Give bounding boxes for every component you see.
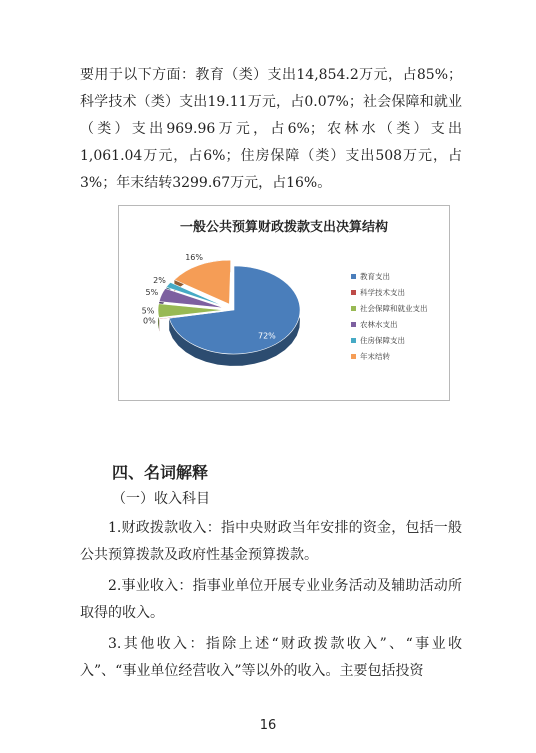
section-subheading: （一）收入科目 [112, 491, 210, 507]
legend-item-6 [351, 348, 428, 364]
legend-item-1 [351, 268, 428, 284]
chart-legend [351, 268, 428, 364]
page-number: 16 [259, 718, 277, 733]
legend-label: 住房保障支出 [360, 335, 405, 345]
definition-item-2: 2.事业收入：指事业单位开展专业业务活动及辅助活动所取得的收入。 [80, 578, 462, 621]
legend-swatch [351, 322, 356, 327]
pie-data-label-1: 72% [258, 331, 276, 341]
legend-item-4 [351, 316, 428, 332]
legend-item-3 [351, 300, 428, 316]
legend-label: 社会保障和就业支出 [360, 303, 428, 313]
legend-swatch [351, 354, 356, 359]
chart-title: 一般公共预算财政拨款支出决算结构 [179, 220, 388, 235]
legend-label: 教育支出 [360, 271, 390, 281]
legend-swatch [351, 306, 356, 311]
expenditure-paragraph: 要用于以下方面：教育（类）支出14,854.2万元，占85%；科学技术（类）支出19.11万元，占0.07%；社会保障和就业（类）支出969.96万元，占6%；农林水（类）支出1,061.04万元，占6%；住房保障（类）支出508万元，占3%；年末结转3299.67万元，占16%。 [80, 67, 462, 191]
legend-label: 年末结转 [360, 351, 390, 361]
expenditure-pie-chart [118, 205, 450, 401]
legend-label: 科学技术支出 [360, 287, 405, 297]
pie-data-label-5: 2% [153, 276, 166, 285]
legend-swatch [351, 274, 356, 279]
legend-item-2 [351, 284, 428, 300]
legend-swatch [351, 290, 356, 295]
pie-data-label-6: 16% [185, 252, 203, 262]
section-heading: 四、名词解释 [112, 463, 209, 482]
legend-item-5 [351, 332, 428, 348]
pie-data-label-4: 5% [145, 288, 159, 298]
definition-item-3: 3.其他收入：指除上述“财政拨款收入”、“事业收入”、“事业单位经营收入”等以外的收入。主要包括投资 [80, 636, 462, 679]
legend-swatch [351, 338, 356, 343]
pie-data-label-3: 5% [141, 306, 155, 316]
pie-plot [119, 230, 349, 400]
legend-label: 农林水支出 [360, 319, 398, 329]
pie-data-label-2: 0% [143, 316, 156, 326]
definition-item-1: 1.财政拨款收入：指中央财政当年安排的资金，包括一般公共预算拨款及政府性基金预算拨款。 [80, 520, 462, 563]
